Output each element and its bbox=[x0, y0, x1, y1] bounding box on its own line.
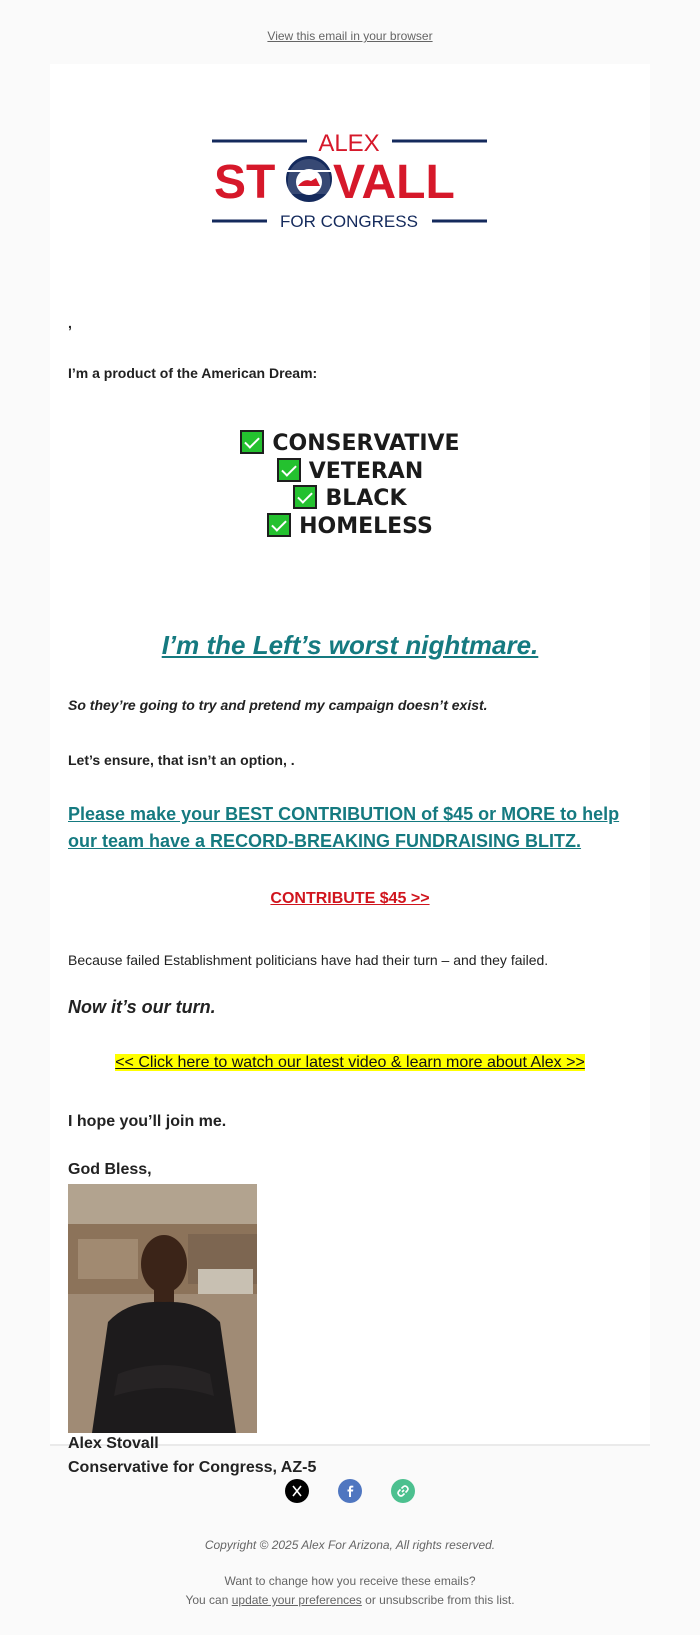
copyright-text: Copyright © 2025 Alex For Arizona, All rights reserved. bbox=[204, 1538, 496, 1552]
view-in-browser-link[interactable]: View this email in your browser bbox=[267, 29, 433, 43]
change-emails-text: Want to change how you receive these emails? bbox=[224, 1574, 476, 1588]
checklist-item: BLACK bbox=[50, 485, 650, 513]
logo-st-text: ST bbox=[214, 156, 276, 209]
contribute-button[interactable]: CONTRIBUTE $45 >> bbox=[270, 890, 430, 907]
preferences-line bbox=[0, 1593, 700, 1607]
greeting-comma: , bbox=[68, 315, 72, 331]
pretend-text: So they’re going to try and pretend my campaign doesn’t exist. bbox=[68, 697, 488, 713]
facebook-icon[interactable] bbox=[338, 1479, 362, 1503]
checkmark-icon bbox=[293, 485, 317, 509]
signature-name: Alex Stovall bbox=[68, 1435, 159, 1452]
checklist bbox=[50, 430, 650, 540]
bless-text: God Bless, bbox=[68, 1161, 152, 1178]
logo-alex-text: ALEX bbox=[318, 134, 380, 157]
our-turn-text: Now it’s our turn. bbox=[68, 997, 216, 1017]
checklist-item: HOMELESS bbox=[50, 513, 650, 541]
campaign-logo bbox=[212, 134, 487, 234]
checkmark-icon bbox=[267, 513, 291, 537]
you-can-text: You can bbox=[185, 1593, 229, 1607]
email-card bbox=[50, 64, 650, 1476]
unsubscribe-text[interactable]: or unsubscribe from this list. bbox=[365, 1593, 515, 1607]
join-text: I hope you’ll join me. bbox=[68, 1113, 227, 1130]
intro-text: I’m a product of the American Dream: bbox=[68, 365, 318, 381]
checkmark-icon bbox=[277, 458, 301, 482]
ensure-text: Let’s ensure, that isn’t an option, . bbox=[68, 752, 295, 768]
checkmark-icon bbox=[240, 430, 264, 454]
checklist-item: VETERAN bbox=[50, 458, 650, 486]
video-link-row bbox=[50, 1054, 650, 1072]
view-in-browser-bar bbox=[0, 29, 700, 43]
candidate-photo bbox=[68, 1184, 257, 1433]
link-icon[interactable] bbox=[391, 1479, 415, 1503]
contribution-ask-link[interactable]: Please make your BEST CONTRIBUTION of $45 or MORE to help our team have a RECORD-BREAKING FUNDRAISING BLITZ. bbox=[68, 804, 620, 851]
checklist-item: CONSERVATIVE bbox=[50, 430, 650, 458]
update-preferences-link[interactable]: update your preferences bbox=[231, 1593, 362, 1607]
logo-sunburst-icon bbox=[286, 156, 332, 202]
failed-text: Because failed Establishment politicians have had their turn – and they failed. bbox=[68, 952, 549, 968]
logo-for-congress-text: FOR CONGRESS bbox=[280, 212, 418, 231]
signature-title: Conservative for Congress, AZ-5 bbox=[68, 1459, 317, 1476]
video-link[interactable]: << Click here to watch our latest video & learn more about Alex >> bbox=[115, 1054, 585, 1071]
x-icon[interactable] bbox=[285, 1479, 309, 1503]
social-links bbox=[0, 1479, 700, 1503]
logo-vall-text: VALL bbox=[333, 156, 455, 209]
nightmare-headline: I’m the Left’s worst nightmare. bbox=[161, 630, 539, 660]
